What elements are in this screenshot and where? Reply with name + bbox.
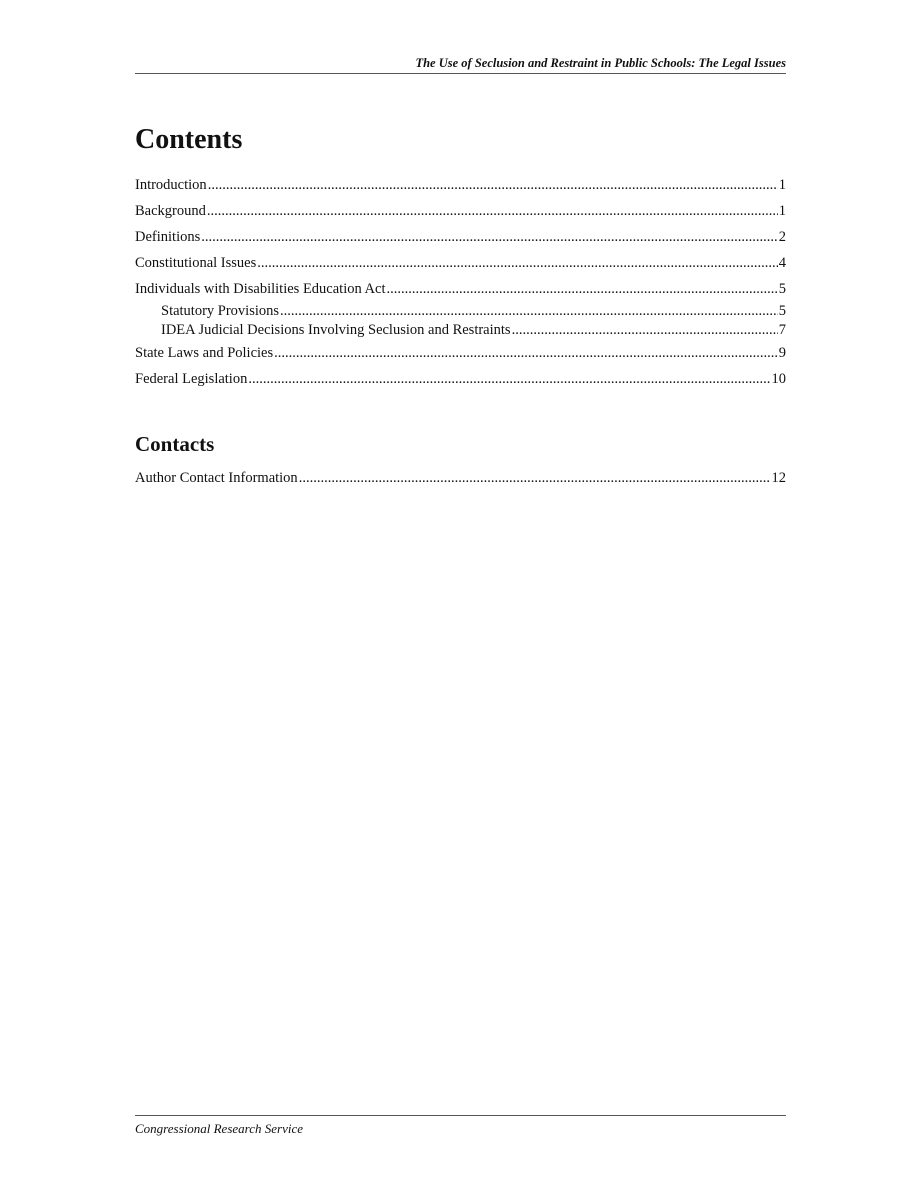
toc-entry-statutory-provisions[interactable] (135, 302, 786, 321)
toc-entry-label: Background (135, 203, 206, 219)
contacts-title: Contacts (135, 432, 215, 456)
toc-entry-label: Constitutional Issues (135, 255, 257, 271)
toc-leader (257, 254, 778, 273)
toc-leader (207, 202, 778, 221)
toc-page-number: 5 (778, 281, 786, 297)
toc-page-number: 10 (771, 371, 786, 387)
toc-entry-state-laws[interactable] (135, 344, 786, 363)
toc-leader (248, 370, 770, 389)
toc-entry-label: Introduction (135, 177, 207, 193)
toc-entry-label: Federal Legislation (135, 371, 248, 387)
toc-leader (274, 344, 778, 363)
toc-entry-idea[interactable] (135, 280, 786, 299)
toc-leader (512, 321, 778, 340)
running-footer: Congressional Research Service (135, 1115, 786, 1137)
toc-entry-constitutional-issues[interactable] (135, 254, 786, 273)
toc-page-number: 2 (778, 229, 786, 245)
toc-entry-idea-judicial-decisions[interactable] (135, 321, 786, 340)
toc-entry-definitions[interactable] (135, 228, 786, 247)
table-of-contents (135, 176, 786, 396)
toc-entry-federal-legislation[interactable] (135, 370, 786, 389)
toc-entry-author-contact[interactable] (135, 469, 786, 488)
toc-page-number: 5 (778, 303, 786, 319)
toc-leader (201, 228, 778, 247)
toc-entry-label: Individuals with Disabilities Education Act (135, 281, 386, 297)
toc-page-number: 4 (778, 255, 786, 271)
toc-page-number: 12 (771, 470, 786, 486)
toc-entry-label: Definitions (135, 229, 201, 245)
toc-entry-introduction[interactable] (135, 176, 786, 195)
toc-leader (387, 280, 778, 299)
toc-leader (280, 302, 778, 321)
toc-page-number: 1 (778, 203, 786, 219)
toc-page-number: 9 (778, 345, 786, 361)
toc-page-number: 7 (778, 322, 786, 338)
toc-entry-label: IDEA Judicial Decisions Involving Seclusion and Restraints (161, 322, 511, 338)
toc-page-number: 1 (778, 177, 786, 193)
toc-entry-background[interactable] (135, 202, 786, 221)
toc-entry-label: State Laws and Policies (135, 345, 274, 361)
running-header: The Use of Seclusion and Restraint in Public Schools: The Legal Issues (135, 56, 786, 74)
contacts-list (135, 469, 786, 495)
toc-entry-label: Statutory Provisions (161, 303, 280, 319)
toc-leader (208, 176, 778, 195)
toc-leader (299, 469, 771, 488)
contents-title: Contents (135, 124, 243, 155)
toc-entry-label: Author Contact Information (135, 470, 298, 486)
